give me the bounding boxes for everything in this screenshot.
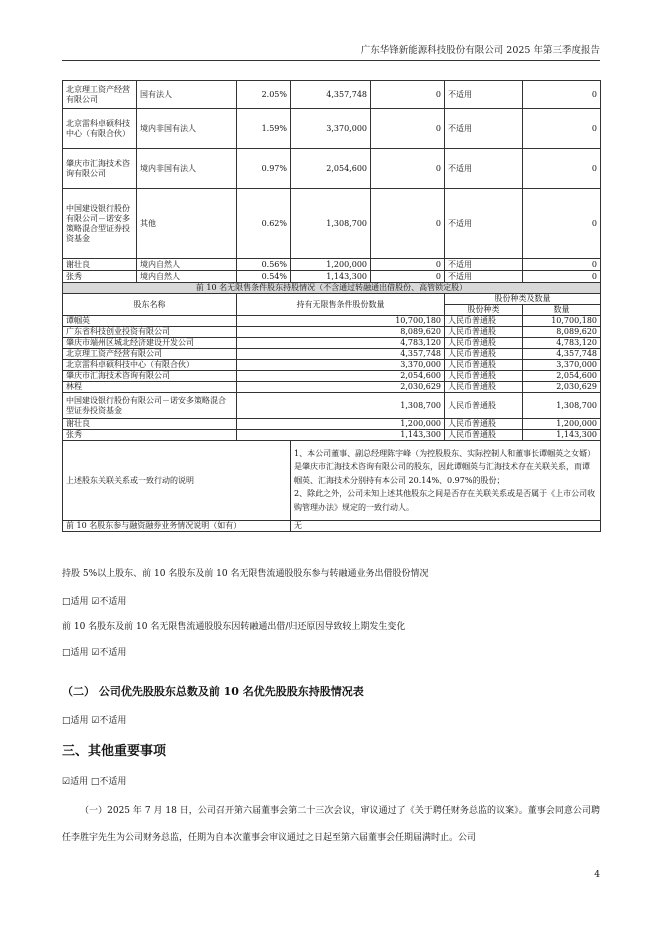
holder-pledge-status: 不适用 <box>445 81 523 109</box>
share-count: 10,700,180 <box>523 316 601 327</box>
share-count: 1,143,300 <box>523 430 601 441</box>
unrestricted-holder-name: 张秀 <box>63 430 237 441</box>
holder-percentage: 0.56% <box>237 259 291 271</box>
holder-pledge-count: 0 <box>523 81 601 109</box>
holder-type: 国有法人 <box>137 81 237 109</box>
share-kind: 人民币普通股 <box>445 430 523 441</box>
holder-restricted-count: 0 <box>371 271 445 283</box>
holder-pledge-status: 不适用 <box>445 271 523 283</box>
unrestricted-holder-name: 谢壮良 <box>63 419 237 430</box>
share-kind: 人民币普通股 <box>445 419 523 430</box>
holder-pledge-status: 不适用 <box>445 259 523 271</box>
unrestricted-holder-name: 北京雷科卓硕科技中心（有限合伙） <box>63 360 237 371</box>
unrestricted-holder-row <box>63 327 601 338</box>
holder-name: 谢壮良 <box>63 259 137 271</box>
unrestricted-share-qty: 10,700,180 <box>237 316 445 327</box>
relation-text: 1、本公司董事、副总经理陈宇峰（为控股股东、实际控制人和董事长谭帼英之女婿）是肇庆市汇海技术咨询有限公司的股东，因此谭帼英与汇海技术存在关联关系，而谭帼英、汇海技术分别持有本公司 20.14%、0.97%的股份； 2、除此之外，公司未知上述其他股东之间是否存在关联关系或是否属于《上市公司收购管理办法》规定的一致行动人。 <box>291 441 601 521</box>
unrestricted-holder-row <box>63 393 601 419</box>
lending-note: 持股 5%以上股东、前 10 名股东及前 10 名无限售流通股股东参与转融通业务出借股份情况 <box>62 569 429 579</box>
unrestricted-holder-row <box>63 338 601 349</box>
margin-trading-value: 无 <box>291 521 601 532</box>
unrestricted-holder-row <box>63 430 601 441</box>
holder-pledge-count: 0 <box>523 259 601 271</box>
unrestricted-share-qty: 2,054,600 <box>237 371 445 382</box>
other-matters-option: ☑适用 □不适用 <box>62 777 127 787</box>
holder-percentage: 0.54% <box>237 271 291 283</box>
share-count: 3,370,000 <box>523 360 601 371</box>
unrestricted-holder-row <box>63 382 601 393</box>
holder-share-count: 1,143,300 <box>291 271 371 283</box>
col-header-share-kind-group: 股份种类及数量 <box>445 294 601 305</box>
share-count: 2,054,600 <box>523 371 601 382</box>
holder-share-count: 3,370,000 <box>291 109 371 149</box>
unrestricted-section-title: 前 10 名无限售条件股东持股情况（不含通过转融通出借股份、高管锁定股） <box>63 283 601 294</box>
shareholder-table <box>62 80 601 532</box>
share-kind: 人民币普通股 <box>445 327 523 338</box>
holder-restricted-count: 0 <box>371 149 445 189</box>
col-header-share-count: 数量 <box>523 305 601 316</box>
holder-share-count: 4,357,748 <box>291 81 371 109</box>
unrestricted-holder-row <box>63 316 601 327</box>
holder-type: 境内自然人 <box>137 259 237 271</box>
top-holder-row <box>63 109 601 149</box>
top-holder-row <box>63 259 601 271</box>
lending-change-note: 前 10 名股东及前 10 名无限售流通股股东因转融通出借/归还原因导致较上期发生变化 <box>62 622 406 632</box>
holder-restricted-count: 0 <box>371 81 445 109</box>
holder-pledge-status: 不适用 <box>445 109 523 149</box>
unrestricted-holder-row <box>63 360 601 371</box>
holder-type: 境内非国有法人 <box>137 109 237 149</box>
unrestricted-holder-name: 林程 <box>63 382 237 393</box>
share-count: 4,783,120 <box>523 338 601 349</box>
unrestricted-share-qty: 8,089,620 <box>237 327 445 338</box>
share-count: 1,200,000 <box>523 419 601 430</box>
top-holder-row <box>63 81 601 109</box>
unrestricted-holder-name: 谭帼英 <box>63 316 237 327</box>
holder-restricted-count: 0 <box>371 189 445 259</box>
share-count: 2,030,629 <box>523 382 601 393</box>
share-kind: 人民币普通股 <box>445 349 523 360</box>
col-header-unrestricted-qty: 持有无限售条件股份数量 <box>237 294 445 316</box>
unrestricted-holder-name: 肇庆市端州区城北经济建设开发公司 <box>63 338 237 349</box>
share-kind: 人民币普通股 <box>445 338 523 349</box>
holder-name: 张秀 <box>63 271 137 283</box>
holder-pledge-count: 0 <box>523 271 601 283</box>
lending-note-option: □适用 ☑不适用 <box>62 597 127 607</box>
holder-type: 境内自然人 <box>137 271 237 283</box>
other-matters-section-title: 三、其他重要事项 <box>62 744 167 759</box>
holder-percentage: 1.59% <box>237 109 291 149</box>
other-matters-paragraph: （一）2025 年 7 月 18 日，公司召开第六届董事会第二十三次会议，审议通过了《关于聘任财务总监的议案》。董事会同意公司聘任李胜宇先生为公司财务总监，任期为自本次董事会审议通过之日起至第六届董事会任期届满时止。公司 <box>62 806 600 843</box>
holder-pledge-status: 不适用 <box>445 189 523 259</box>
share-count: 4,357,748 <box>523 349 601 360</box>
holder-percentage: 2.05% <box>237 81 291 109</box>
preferred-shares-section-title: （二） 公司优先股股东总数及前 10 名优先股股东持股情况表 <box>62 685 364 698</box>
unrestricted-holder-row <box>63 419 601 430</box>
holder-share-count: 1,308,700 <box>291 189 371 259</box>
holder-restricted-count: 0 <box>371 109 445 149</box>
unrestricted-share-qty: 1,200,000 <box>237 419 445 430</box>
preferred-shares-option: □适用 ☑不适用 <box>62 716 127 726</box>
holder-name: 北京理工资产经营有限公司 <box>63 81 137 109</box>
holder-name: 中国建设银行股份有限公司－诺安多策略混合型证券投资基金 <box>63 189 137 259</box>
col-header-share-kind: 股份种类 <box>445 305 523 316</box>
share-kind: 人民币普通股 <box>445 360 523 371</box>
holder-percentage: 0.62% <box>237 189 291 259</box>
unrestricted-share-qty: 2,030,629 <box>237 382 445 393</box>
margin-trading-label: 前 10 名股东参与融资融券业务情况说明（如有） <box>63 521 291 532</box>
unrestricted-holder-name: 广东省科技创业投资有限公司 <box>63 327 237 338</box>
holder-type: 境内非国有法人 <box>137 149 237 189</box>
lending-change-option: □适用 ☑不适用 <box>62 648 127 658</box>
top-holder-row <box>63 189 601 259</box>
holder-percentage: 0.97% <box>237 149 291 189</box>
share-kind: 人民币普通股 <box>445 382 523 393</box>
col-header-holder-name: 股东名称 <box>63 294 237 316</box>
unrestricted-holder-row <box>63 349 601 360</box>
unrestricted-holder-name: 肇庆市汇海技术咨询有限公司 <box>63 371 237 382</box>
unrestricted-holder-name: 中国建设银行股份有限公司－诺安多策略混合型证券投资基金 <box>63 393 237 419</box>
holder-pledge-count: 0 <box>523 109 601 149</box>
holder-type: 其他 <box>137 189 237 259</box>
unrestricted-share-qty: 1,308,700 <box>237 393 445 419</box>
unrestricted-share-qty: 1,143,300 <box>237 430 445 441</box>
top-holder-row <box>63 271 601 283</box>
holder-name: 北京雷科卓硕科技中心（有限合伙） <box>63 109 137 149</box>
holder-restricted-count: 0 <box>371 259 445 271</box>
page-number: 4 <box>594 870 600 880</box>
unrestricted-share-qty: 4,783,120 <box>237 338 445 349</box>
share-kind: 人民币普通股 <box>445 316 523 327</box>
holder-pledge-count: 0 <box>523 149 601 189</box>
share-kind: 人民币普通股 <box>445 371 523 382</box>
unrestricted-holder-name: 北京理工资产经营有限公司 <box>63 349 237 360</box>
holder-share-count: 2,054,600 <box>291 149 371 189</box>
report-header-title: 广东华锋新能源科技股份有限公司 2025 年第三季度报告 <box>360 45 600 56</box>
unrestricted-holder-row <box>63 371 601 382</box>
holder-pledge-count: 0 <box>523 189 601 259</box>
unrestricted-share-qty: 4,357,748 <box>237 349 445 360</box>
holder-name: 肇庆市汇海技术咨询有限公司 <box>63 149 137 189</box>
holder-share-count: 1,200,000 <box>291 259 371 271</box>
share-count: 8,089,620 <box>523 327 601 338</box>
header-divider <box>62 60 600 61</box>
top-holder-row <box>63 149 601 189</box>
unrestricted-share-qty: 3,370,000 <box>237 360 445 371</box>
share-kind: 人民币普通股 <box>445 393 523 419</box>
share-count: 1,308,700 <box>523 393 601 419</box>
holder-pledge-status: 不适用 <box>445 149 523 189</box>
relation-label: 上述股东关联关系或一致行动的说明 <box>63 441 291 521</box>
